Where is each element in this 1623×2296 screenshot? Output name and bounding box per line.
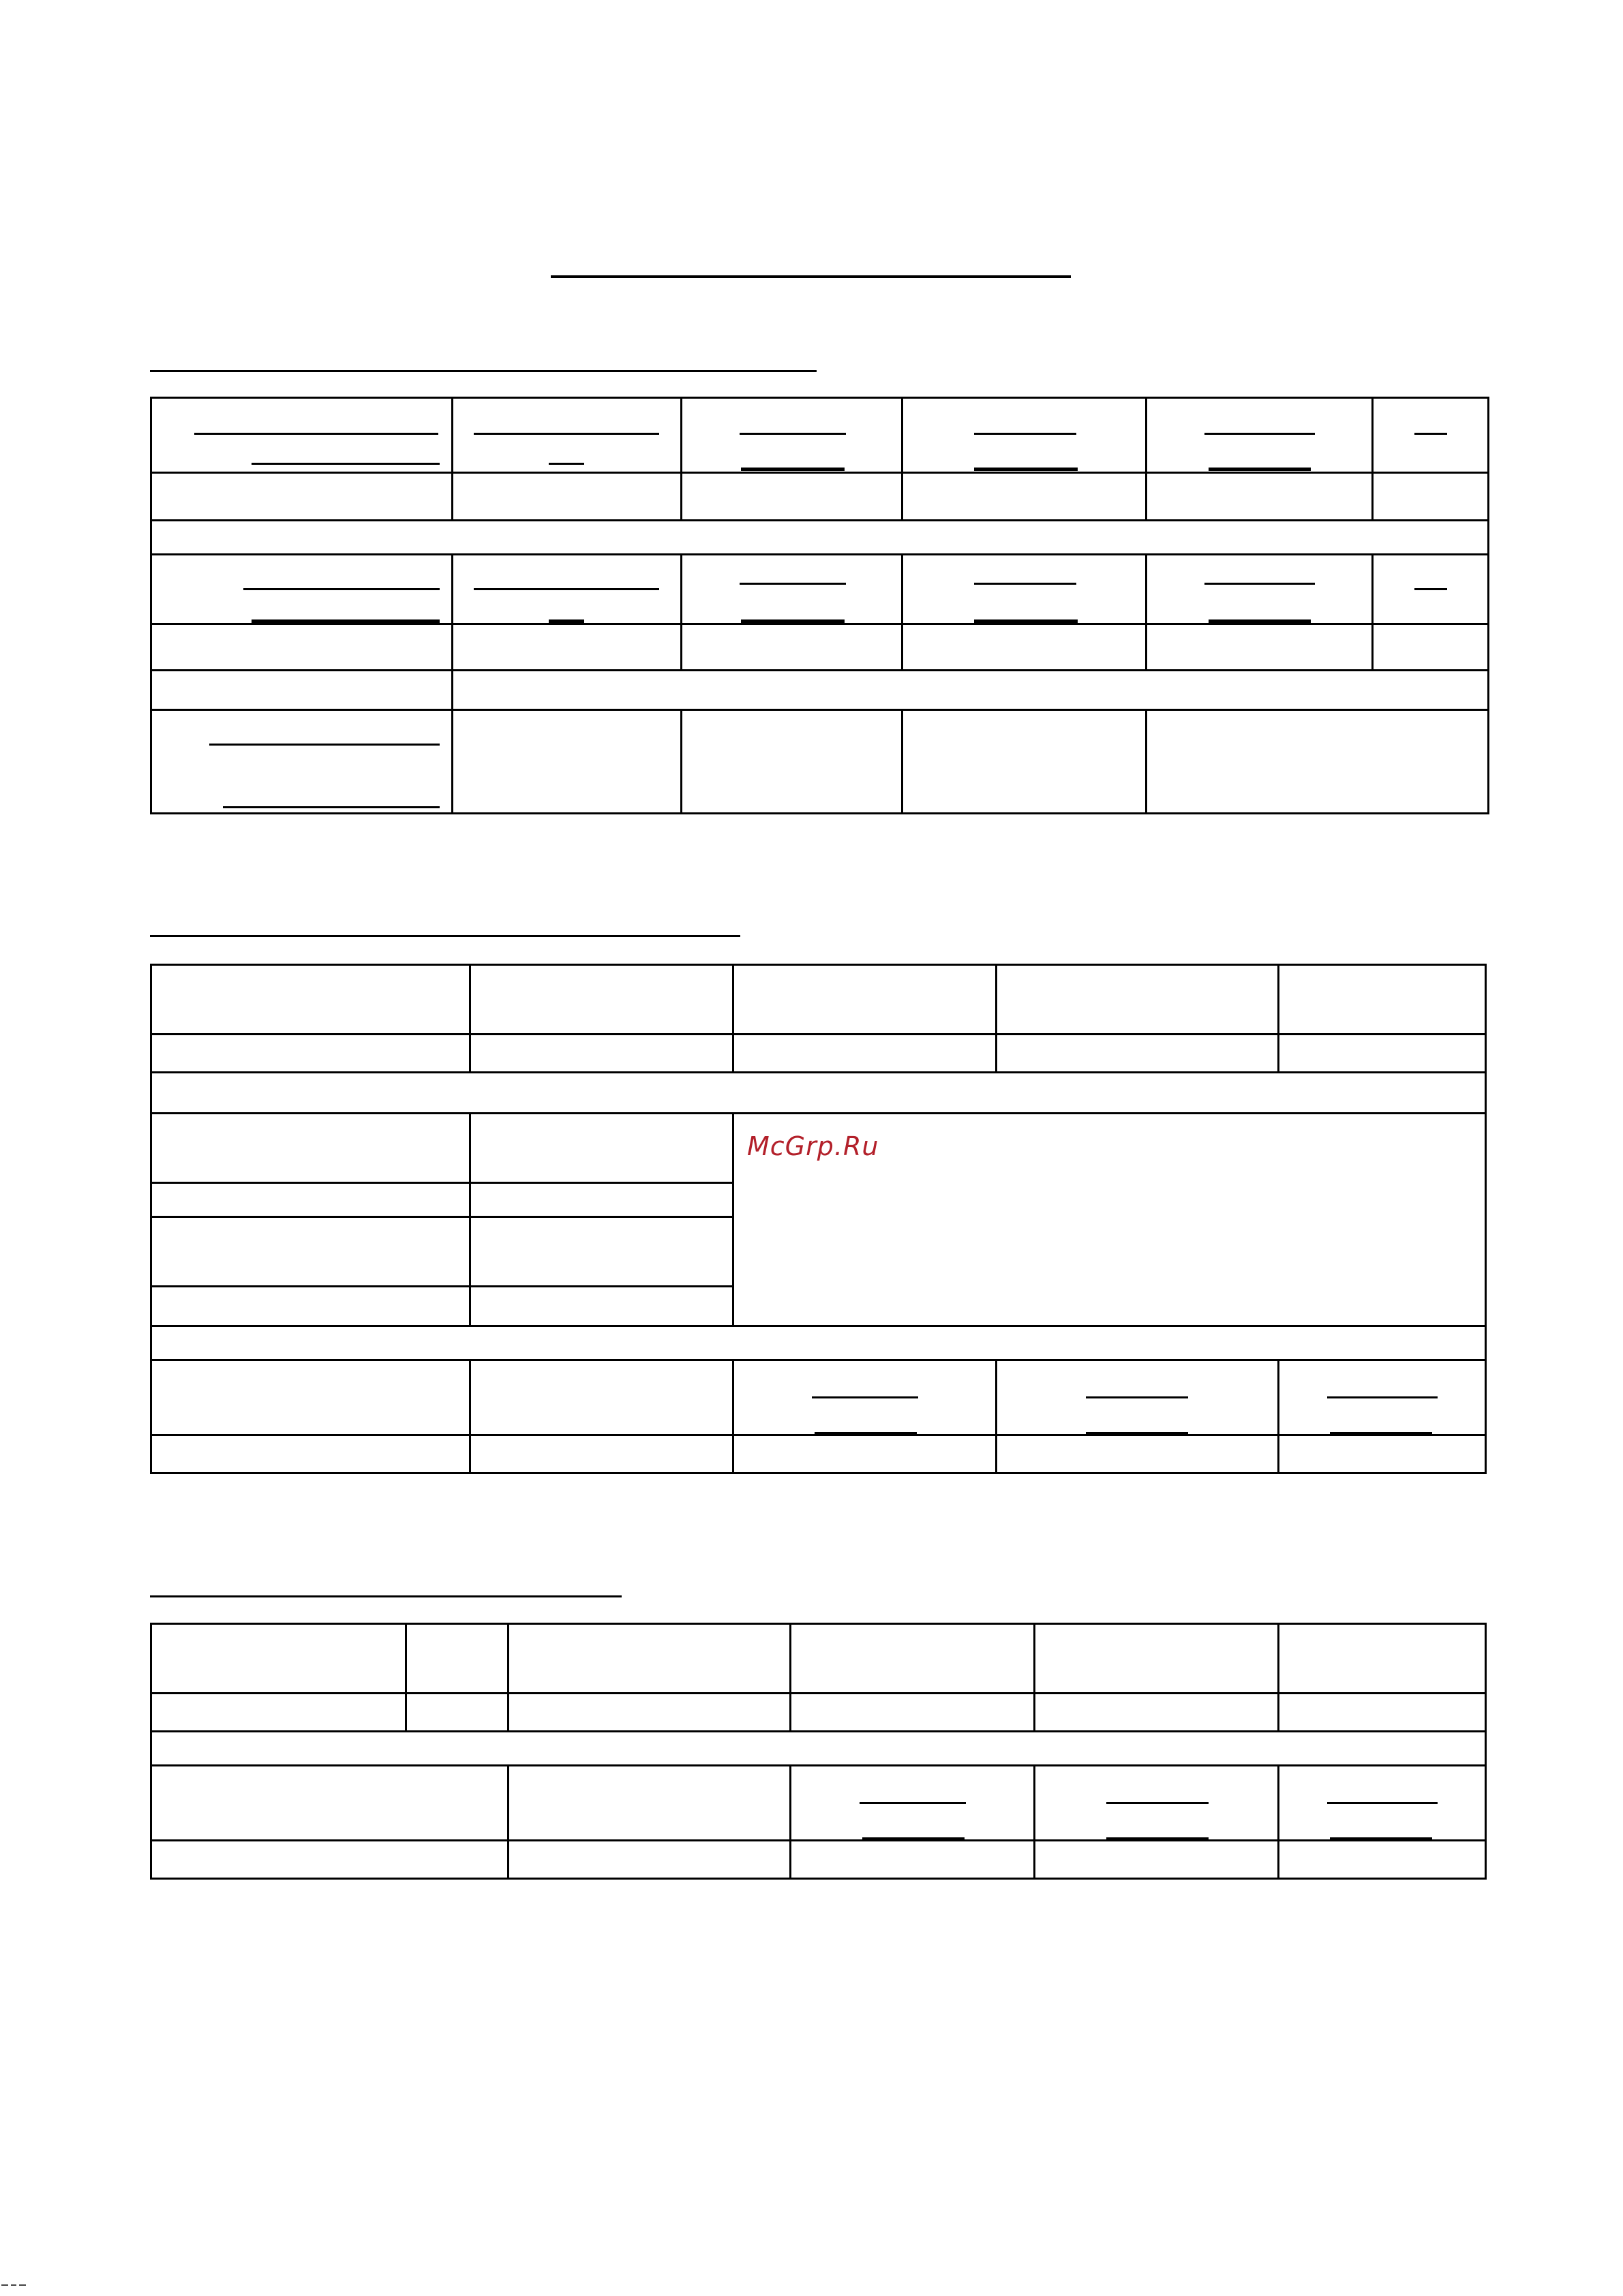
table-cell (733, 965, 997, 1035)
table-cell (151, 1360, 470, 1435)
table-cell (151, 710, 453, 814)
table-cell (406, 1624, 509, 1694)
table-cell (1035, 1841, 1279, 1879)
table-cell (1035, 1766, 1279, 1841)
section-1-heading-rule (150, 370, 817, 372)
table-cell (1279, 965, 1486, 1035)
table-cell (733, 1035, 997, 1073)
table-cell (470, 1287, 733, 1326)
table-row (151, 521, 1489, 555)
table-row (151, 624, 1489, 671)
table-cell (151, 555, 453, 624)
table-row (151, 555, 1489, 624)
table-cell (151, 473, 453, 521)
table-cell (791, 1624, 1035, 1694)
section-3-heading-rule (150, 1595, 622, 1597)
table-cell (509, 1624, 791, 1694)
corner-mark (0, 2283, 27, 2289)
table-cell (1147, 398, 1373, 473)
table-cell (151, 671, 453, 710)
table-row (151, 1841, 1486, 1879)
table-cell (151, 1287, 470, 1326)
table-cell (453, 710, 682, 814)
table-cell (997, 1360, 1279, 1435)
table-cell (997, 1435, 1279, 1473)
table-cell (1279, 1035, 1486, 1073)
section-2-table (150, 964, 1487, 1474)
table-cell (509, 1766, 791, 1841)
table-cell (453, 555, 682, 624)
table-cell (1147, 710, 1489, 814)
table-cell (682, 624, 902, 671)
table-cell (902, 555, 1147, 624)
watermark-logo: McGrp.Ru (747, 1131, 879, 1161)
page-title-rule (551, 275, 1071, 278)
table-cell (151, 1435, 470, 1473)
table-cell (151, 521, 1489, 555)
table-cell (1279, 1624, 1486, 1694)
table-cell (1279, 1694, 1486, 1732)
table-cell (151, 1114, 470, 1183)
table-cell (470, 1435, 733, 1473)
table-cell (453, 671, 1489, 710)
table-cell (902, 473, 1147, 521)
table-cell (509, 1841, 791, 1879)
table-cell (733, 1360, 997, 1435)
table-cell (902, 624, 1147, 671)
table-cell (470, 965, 733, 1035)
table-cell (470, 1360, 733, 1435)
table-cell (151, 1183, 470, 1217)
section-3-table (150, 1623, 1487, 1880)
table-cell (1147, 555, 1373, 624)
table-cell (1373, 398, 1489, 473)
table-row (151, 1435, 1486, 1473)
table-cell (151, 1217, 470, 1287)
table-cell (151, 1326, 1486, 1360)
table-cell (1279, 1360, 1486, 1435)
table-row (151, 1035, 1486, 1073)
table-cell (1147, 624, 1373, 671)
table-row (151, 1732, 1486, 1766)
table-cell (453, 473, 682, 521)
table-row (151, 1360, 1486, 1435)
table-cell (1147, 473, 1373, 521)
table-cell (151, 398, 453, 473)
table-cell (470, 1035, 733, 1073)
table-row (151, 1073, 1486, 1114)
table-cell (151, 1766, 509, 1841)
table-cell (151, 1841, 509, 1879)
table-cell (470, 1183, 733, 1217)
table-cell (509, 1694, 791, 1732)
table-cell (1279, 1766, 1486, 1841)
table-cell (682, 473, 902, 521)
table-row (151, 1326, 1486, 1360)
table-cell (453, 398, 682, 473)
table-cell (791, 1766, 1035, 1841)
table-row (151, 1624, 1486, 1694)
table-cell (902, 398, 1147, 473)
table-cell (151, 624, 453, 671)
table-cell (791, 1841, 1035, 1879)
table-cell (151, 1732, 1486, 1766)
table-row (151, 398, 1489, 473)
table-cell (1279, 1435, 1486, 1473)
table-row (151, 1766, 1486, 1841)
table-cell (1035, 1694, 1279, 1732)
table-row (151, 710, 1489, 814)
table-cell (470, 1217, 733, 1287)
section-1-table (150, 397, 1489, 814)
table-cell (151, 1624, 406, 1694)
table-cell (997, 1035, 1279, 1073)
table-cell (791, 1694, 1035, 1732)
table-cell (902, 710, 1147, 814)
table-cell (1279, 1841, 1486, 1879)
table-cell (1373, 555, 1489, 624)
table-cell (151, 1694, 406, 1732)
table-row (151, 1694, 1486, 1732)
table-cell (151, 965, 470, 1035)
table-cell (1373, 624, 1489, 671)
table-cell (470, 1114, 733, 1183)
table-cell (151, 1073, 1486, 1114)
table-cell (151, 1035, 470, 1073)
table-cell (1035, 1624, 1279, 1694)
table-cell (1373, 473, 1489, 521)
table-cell (453, 624, 682, 671)
table-cell (406, 1694, 509, 1732)
table-row (151, 473, 1489, 521)
table-row (151, 671, 1489, 710)
table-cell (682, 555, 902, 624)
table-cell (997, 965, 1279, 1035)
table-cell (682, 398, 902, 473)
table-row (151, 965, 1486, 1035)
section-2-heading-rule (150, 935, 740, 937)
table-cell (682, 710, 902, 814)
table-cell (733, 1435, 997, 1473)
